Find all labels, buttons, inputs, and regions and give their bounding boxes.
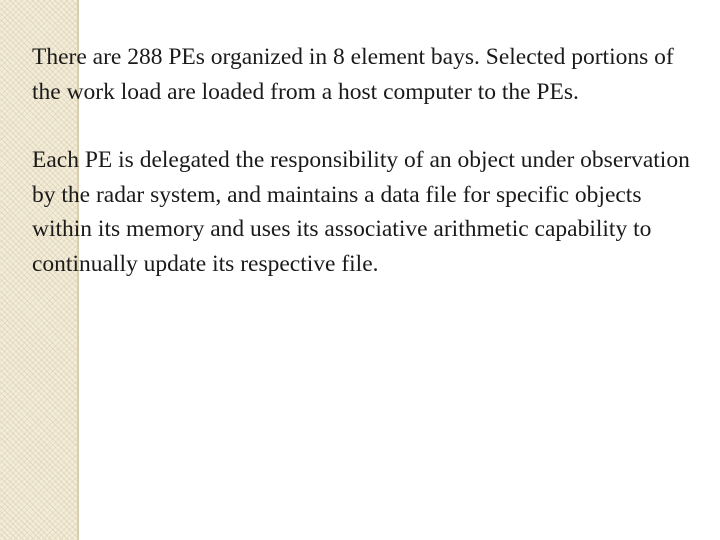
paragraph-pe-responsibility: Each PE is delegated the responsibility of an object under observation by the radar system, and maintains a data file for specific objects within its memory and uses its associative arithmetic capability to continually update its respective file.: [32, 147, 690, 277]
slide-body: [32, 40, 692, 281]
paragraph-pe-organization: There are 288 PEs organized in 8 element bays. Selected portions of the work load are loaded from a host computer to the PEs.: [32, 44, 674, 105]
